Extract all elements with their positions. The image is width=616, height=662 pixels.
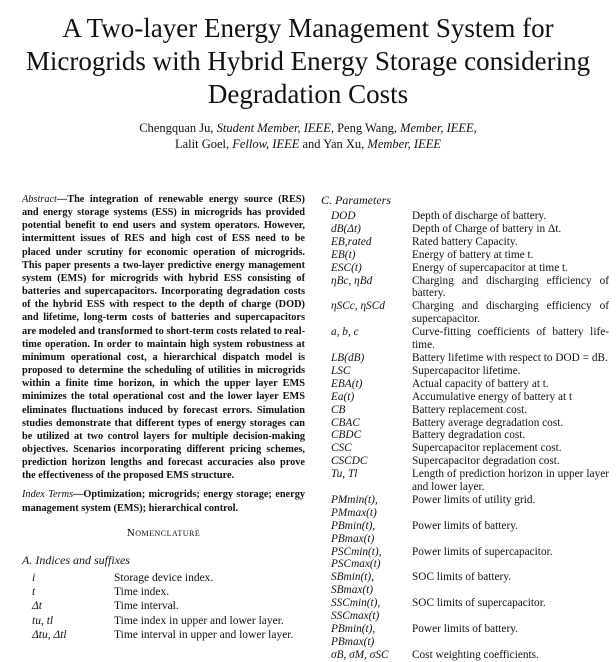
index-terms-lead: Index Terms	[22, 489, 74, 501]
symbol: t	[32, 586, 36, 599]
symbol: Ea(t)	[331, 390, 355, 403]
author-name: and Yan Xu,	[299, 137, 368, 151]
author-line-1	[0, 120, 616, 136]
definition: Time interval.	[114, 600, 179, 613]
symbol: SBmin(t), SBmax(t)	[331, 571, 374, 597]
definition: Accumulative energy of battery at t	[412, 390, 573, 403]
index-terms-text: —Optimization; microgrids; energy storage; energy management system (EMS); hierarchical control.	[22, 489, 305, 514]
symbol: i	[32, 572, 36, 584]
section-c-heading: C. Parameters	[321, 193, 391, 207]
author-role: Member, IEEE,	[400, 121, 477, 135]
author-line-2	[0, 136, 616, 152]
definition: SOC limits of battery.	[412, 571, 512, 584]
symbol: EB(t)	[331, 248, 356, 261]
list-item	[331, 378, 609, 391]
list-item	[331, 249, 609, 262]
list-item	[22, 614, 305, 628]
definition: Battery average degradation cost.	[412, 416, 564, 429]
symbol: CBDC	[331, 429, 362, 442]
definition: Time index.	[114, 586, 170, 599]
symbol: ηBc, ηBd	[331, 274, 373, 287]
definition: Supercapacitor replacement cost.	[412, 442, 562, 455]
list-item	[331, 429, 609, 442]
symbol: tu, tl	[32, 614, 54, 627]
list-item	[331, 352, 609, 365]
definition: Energy of battery at time t.	[412, 248, 534, 261]
symbol: ηSCc, ηSCd	[331, 300, 385, 313]
list-item	[331, 649, 609, 662]
symbol: a, b, c	[331, 326, 359, 339]
definition: Supercapacitor degradation cost.	[412, 455, 560, 468]
definition: Time index in upper and lower layer.	[114, 614, 284, 627]
list-item	[331, 417, 609, 430]
symbol: Δt	[32, 600, 42, 613]
author-role: Student Member, IEEE,	[216, 121, 334, 135]
definition: Power limits of battery.	[412, 519, 518, 532]
list-item	[331, 468, 609, 494]
symbol: CB	[331, 403, 346, 416]
definition: Actual capacity of battery at t.	[412, 377, 549, 390]
list-item	[22, 585, 305, 599]
nomenclature-heading: Nomenclature	[126, 527, 201, 539]
symbol: Tu, Tl	[331, 468, 358, 481]
parameters-list	[331, 210, 609, 662]
author-role: Fellow, IEEE	[232, 137, 300, 151]
symbol: CSCDC	[331, 455, 368, 468]
list-item	[331, 623, 609, 649]
list-item	[22, 628, 305, 642]
symbol: ESC(t)	[331, 261, 362, 274]
definition: Depth of Charge of battery in Δt.	[412, 222, 562, 235]
symbol: EB,rated	[331, 235, 372, 248]
abstract-lead: Abstract	[22, 194, 57, 205]
indices-list	[22, 571, 305, 642]
definition: Battery degradation cost.	[412, 429, 526, 442]
author-name: Chengquan Ju,	[139, 121, 217, 135]
list-item	[331, 546, 609, 572]
definition: Charging and discharging efficiency of supercapacitor.	[412, 300, 609, 326]
symbol: EBA(t)	[331, 377, 363, 390]
definition: Depth of discharge of battery.	[412, 210, 547, 222]
list-item	[331, 275, 609, 301]
list-item	[331, 494, 609, 520]
list-item	[331, 262, 609, 275]
symbol: Δtu, Δtl	[32, 628, 67, 641]
definition: Power limits of utility grid.	[412, 493, 536, 506]
definition: Energy of supercapacitor at time t.	[412, 261, 569, 274]
symbol: PMmin(t), PMmax(t)	[331, 493, 378, 519]
symbol: PBmin(t), PBmax(t)	[331, 623, 376, 648]
list-item	[331, 571, 609, 597]
definition: Battery lifetime with respect to DOD = dB.	[412, 351, 608, 364]
abstract	[22, 193, 305, 482]
definition: Storage device index.	[114, 572, 214, 584]
abstract-text: —The integration of renewable energy source (RES) and energy storage systems (ESS) in microgrids has provided potential benefit to end users and system operators. However, intermittent issues of RES and high cost of ESS need to be placed under scrutiny for economic operation of microgrids. This paper presents a two-layer predictive energy management system (EMS) for microgrids with hybrid ESS consisting of batteries and supercapacitors. Incorporating degradation costs of the hybrid ESS with respect to the depth of charge (DOD) and lifetime, long-term costs of batteries and supercapacitors are modeled and transformed to short-term costs related to real-time operation. In order to maintain high system robustness at minimum operational cost, a hierarchical dispatch model is proposed to determine the scheduling of utilities in microgrids within a finite time horizon, in which the upper layer EMS minimizes the total operational cost and the lower layer EMS eliminates fluctuations induced by forecast errors. Simulation studies demonstrate that different types of energy storages can be utilized at two control layers for multiple decision-making objectives. Scenarios incorporating different pricing schemes, prediction horizon lengths and forecast accuracies also prove the effectiveness of the proposed EMS structure.	[22, 194, 305, 482]
list-item	[331, 404, 609, 417]
author-role: Member, IEEE	[367, 137, 442, 151]
section-a-heading: A. Indices and suffixes	[22, 553, 130, 567]
author-list	[0, 120, 616, 152]
symbol: CBAC	[331, 416, 360, 429]
list-item	[331, 455, 609, 468]
index-terms	[22, 488, 305, 514]
definition: Charging and discharging efficiency of battery.	[412, 274, 609, 300]
symbol: PSCmin(t), PSCmax(t)	[331, 545, 382, 571]
list-item	[331, 365, 609, 378]
list-item	[22, 571, 305, 585]
definition: Curve-fitting coefficients of battery life-time.	[412, 326, 609, 352]
list-item	[331, 442, 609, 455]
list-item	[331, 326, 609, 352]
definition: Battery replacement cost.	[412, 403, 528, 416]
definition: Length of prediction horizon in upper layer and lower layer.	[412, 468, 609, 494]
list-item	[331, 391, 609, 404]
symbol: PBmin(t), PBmax(t)	[331, 519, 376, 545]
list-item	[331, 210, 609, 223]
list-item	[22, 599, 305, 613]
list-item	[331, 520, 609, 546]
definition: Cost weighting coefficients.	[412, 648, 539, 661]
symbol: SSCmin(t), SSCmax(t)	[331, 597, 381, 623]
definition: Supercapacitor lifetime.	[412, 364, 521, 377]
definition: Time interval in upper and lower layer.	[114, 628, 294, 641]
list-item	[331, 223, 609, 236]
list-item	[331, 300, 609, 326]
symbol: LB(dB)	[331, 351, 365, 364]
author-name: Peng Wang,	[333, 121, 401, 135]
author-name: Lalit Goel,	[174, 137, 233, 151]
symbol: CSC	[331, 442, 352, 455]
list-item	[331, 597, 609, 623]
definition: Power limits of battery.	[412, 623, 518, 635]
symbol: DOD	[331, 210, 356, 222]
definition: SOC limits of supercapacitor.	[412, 597, 546, 610]
left-column	[22, 193, 305, 515]
definition: Power limits of supercapacitor.	[412, 545, 553, 558]
symbol: σB, σM, σSC	[331, 648, 389, 661]
paper-title: A Two-layer Energy Management System for Microgrids with Hybrid Energy Storage considering Degradation Costs	[25, 13, 591, 109]
list-item	[331, 236, 609, 249]
symbol: dB(Δt)	[331, 222, 361, 235]
symbol: LSC	[331, 364, 351, 377]
definition: Rated battery Capacity.	[412, 235, 518, 248]
